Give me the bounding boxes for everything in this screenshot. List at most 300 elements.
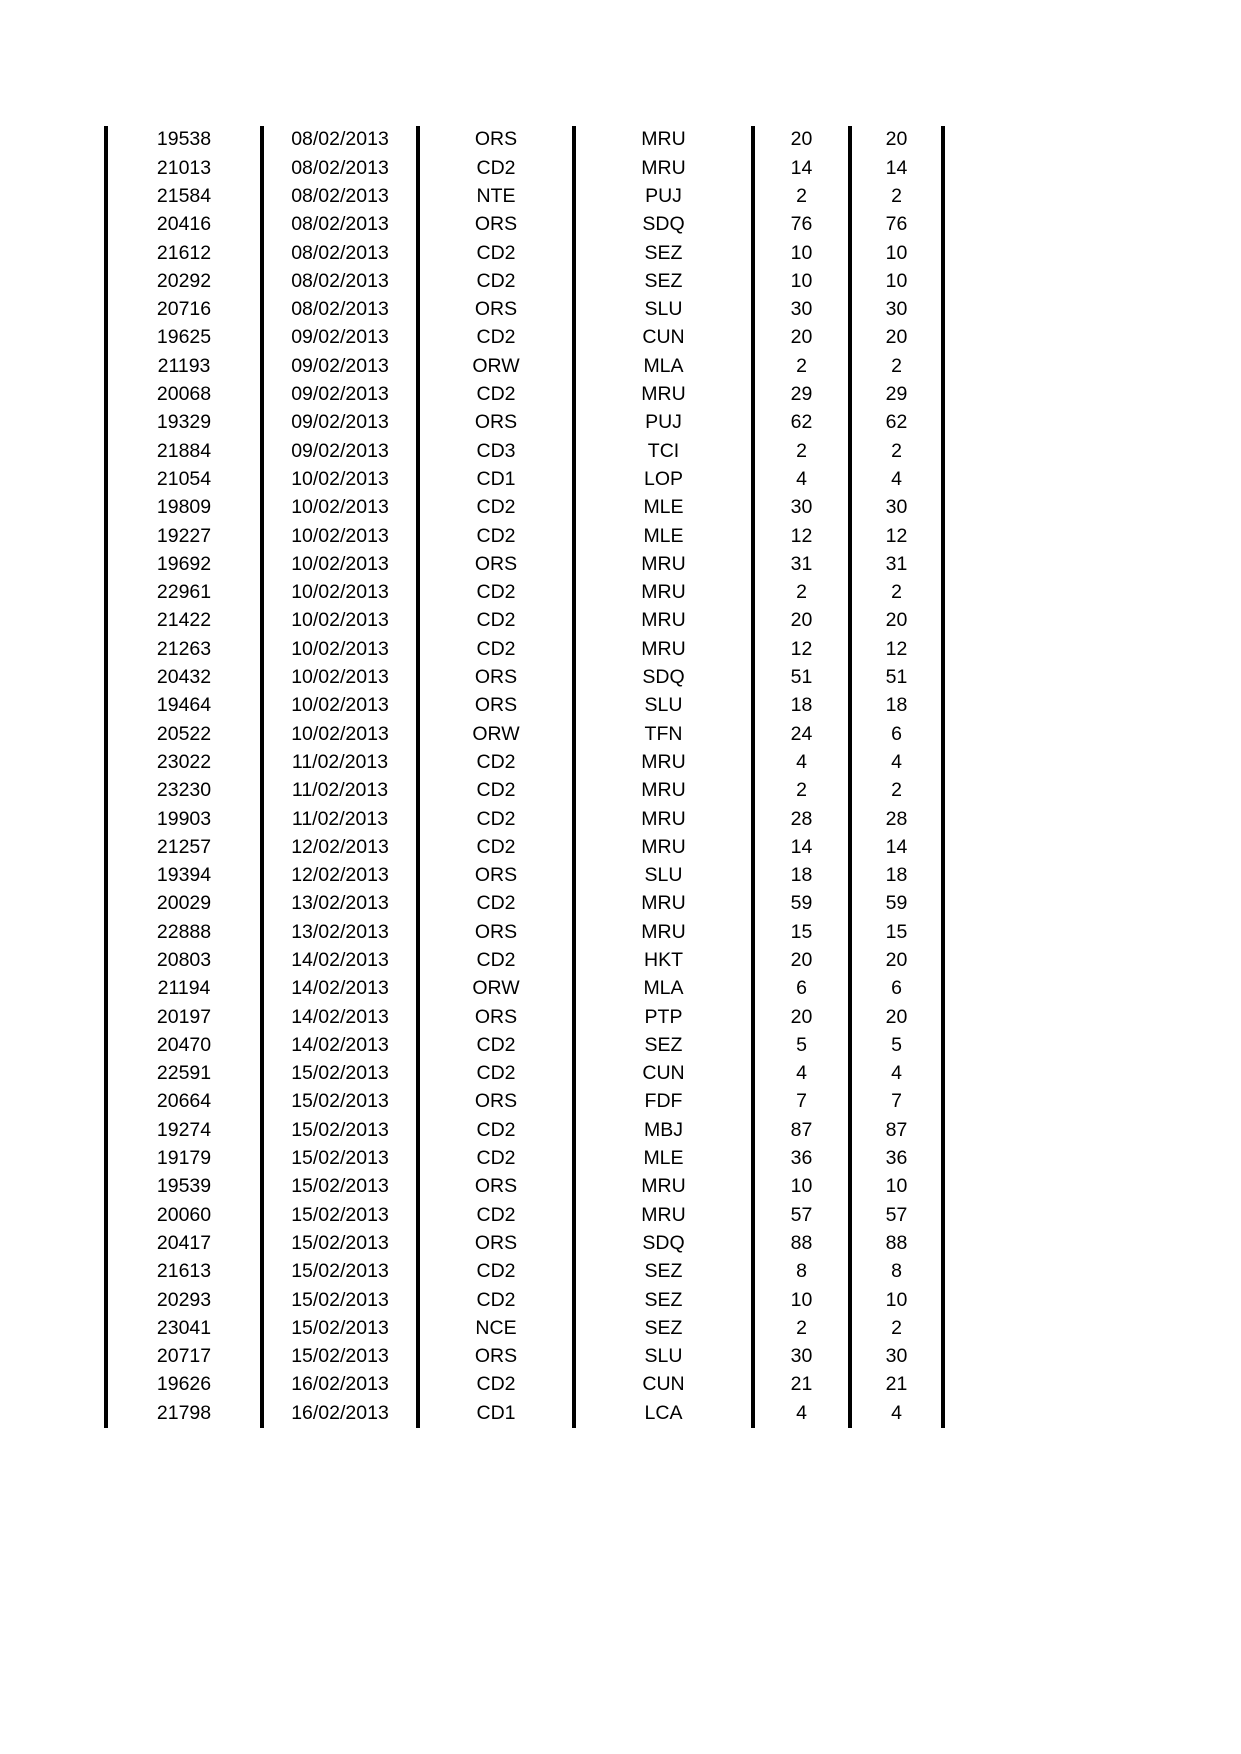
cell-date: 15/02/2013 <box>262 1343 418 1371</box>
cell-date: 09/02/2013 <box>262 381 418 409</box>
table-row <box>106 466 943 494</box>
cell-destination-code: MRU <box>574 579 753 607</box>
cell-destination-code: SLU <box>574 692 753 720</box>
cell-destination-code: MRU <box>574 805 753 833</box>
cell-destination-code: MRU <box>574 154 753 182</box>
table-row <box>106 183 943 211</box>
table-row <box>106 1314 943 1342</box>
cell-date: 15/02/2013 <box>262 1258 418 1286</box>
table-row <box>106 1343 943 1371</box>
cell-quantity-b: 88 <box>850 1230 943 1258</box>
cell-record-number: 20416 <box>106 211 262 239</box>
cell-date: 09/02/2013 <box>262 324 418 352</box>
cell-quantity-a: 20 <box>753 607 850 635</box>
cell-record-number: 19539 <box>106 1173 262 1201</box>
cell-service-code: ORS <box>418 1343 574 1371</box>
cell-date: 12/02/2013 <box>262 862 418 890</box>
cell-record-number: 23041 <box>106 1314 262 1342</box>
data-table-container <box>104 126 921 1428</box>
cell-record-number: 21884 <box>106 437 262 465</box>
table-row <box>106 550 943 578</box>
cell-quantity-b: 2 <box>850 777 943 805</box>
cell-date: 15/02/2013 <box>262 1286 418 1314</box>
cell-quantity-b: 5 <box>850 1032 943 1060</box>
cell-date: 08/02/2013 <box>262 183 418 211</box>
cell-date: 10/02/2013 <box>262 635 418 663</box>
cell-service-code: CD2 <box>418 607 574 635</box>
records-table <box>104 126 945 1428</box>
cell-date: 13/02/2013 <box>262 890 418 918</box>
cell-quantity-b: 20 <box>850 607 943 635</box>
cell-record-number: 21257 <box>106 833 262 861</box>
cell-record-number: 21263 <box>106 635 262 663</box>
cell-destination-code: TFN <box>574 720 753 748</box>
cell-destination-code: SDQ <box>574 1230 753 1258</box>
cell-quantity-a: 62 <box>753 409 850 437</box>
cell-service-code: ORS <box>418 550 574 578</box>
cell-date: 09/02/2013 <box>262 409 418 437</box>
cell-quantity-a: 4 <box>753 1060 850 1088</box>
cell-date: 14/02/2013 <box>262 1032 418 1060</box>
cell-quantity-b: 21 <box>850 1371 943 1399</box>
table-row <box>106 437 943 465</box>
cell-quantity-a: 87 <box>753 1116 850 1144</box>
cell-destination-code: SEZ <box>574 1314 753 1342</box>
cell-quantity-b: 30 <box>850 494 943 522</box>
table-body <box>106 126 943 1428</box>
cell-service-code: ORS <box>418 1003 574 1031</box>
cell-date: 08/02/2013 <box>262 267 418 295</box>
cell-date: 10/02/2013 <box>262 522 418 550</box>
cell-quantity-a: 2 <box>753 579 850 607</box>
cell-quantity-b: 4 <box>850 749 943 777</box>
cell-service-code: NTE <box>418 183 574 211</box>
table-row <box>106 1201 943 1229</box>
cell-service-code: CD2 <box>418 239 574 267</box>
cell-quantity-a: 57 <box>753 1201 850 1229</box>
cell-quantity-a: 20 <box>753 126 850 154</box>
cell-quantity-b: 2 <box>850 437 943 465</box>
cell-service-code: CD1 <box>418 466 574 494</box>
table-row <box>106 607 943 635</box>
table-row <box>106 1032 943 1060</box>
cell-quantity-b: 2 <box>850 352 943 380</box>
cell-destination-code: MLE <box>574 494 753 522</box>
cell-destination-code: MLE <box>574 522 753 550</box>
cell-record-number: 20417 <box>106 1230 262 1258</box>
cell-record-number: 19179 <box>106 1145 262 1173</box>
cell-service-code: ORS <box>418 1230 574 1258</box>
cell-date: 14/02/2013 <box>262 975 418 1003</box>
cell-record-number: 20060 <box>106 1201 262 1229</box>
cell-date: 08/02/2013 <box>262 154 418 182</box>
cell-record-number: 20068 <box>106 381 262 409</box>
cell-quantity-a: 4 <box>753 1399 850 1427</box>
cell-record-number: 20197 <box>106 1003 262 1031</box>
cell-destination-code: SEZ <box>574 1258 753 1286</box>
cell-quantity-b: 20 <box>850 947 943 975</box>
cell-service-code: CD2 <box>418 805 574 833</box>
cell-quantity-b: 6 <box>850 975 943 1003</box>
cell-service-code: ORS <box>418 1088 574 1116</box>
table-row <box>106 1088 943 1116</box>
cell-destination-code: MRU <box>574 833 753 861</box>
cell-record-number: 21013 <box>106 154 262 182</box>
cell-destination-code: MRU <box>574 777 753 805</box>
cell-record-number: 21194 <box>106 975 262 1003</box>
cell-service-code: CD2 <box>418 947 574 975</box>
cell-date: 11/02/2013 <box>262 749 418 777</box>
cell-service-code: CD2 <box>418 494 574 522</box>
cell-quantity-b: 30 <box>850 1343 943 1371</box>
cell-destination-code: MRU <box>574 1173 753 1201</box>
cell-service-code: CD2 <box>418 1060 574 1088</box>
cell-date: 16/02/2013 <box>262 1399 418 1427</box>
cell-record-number: 23230 <box>106 777 262 805</box>
cell-destination-code: SEZ <box>574 1286 753 1314</box>
cell-quantity-b: 12 <box>850 635 943 663</box>
cell-quantity-b: 20 <box>850 1003 943 1031</box>
table-row <box>106 833 943 861</box>
cell-quantity-a: 2 <box>753 437 850 465</box>
table-row <box>106 1258 943 1286</box>
cell-quantity-a: 4 <box>753 749 850 777</box>
table-row <box>106 494 943 522</box>
cell-record-number: 22888 <box>106 918 262 946</box>
cell-date: 16/02/2013 <box>262 1371 418 1399</box>
table-row <box>106 1230 943 1258</box>
cell-quantity-b: 36 <box>850 1145 943 1173</box>
cell-service-code: ORS <box>418 664 574 692</box>
table-row <box>106 777 943 805</box>
cell-service-code: CD1 <box>418 1399 574 1427</box>
table-row <box>106 126 943 154</box>
table-row <box>106 239 943 267</box>
cell-service-code: CD2 <box>418 381 574 409</box>
cell-destination-code: MRU <box>574 126 753 154</box>
table-row <box>106 1145 943 1173</box>
cell-date: 10/02/2013 <box>262 664 418 692</box>
cell-quantity-b: 4 <box>850 466 943 494</box>
cell-record-number: 20293 <box>106 1286 262 1314</box>
cell-quantity-a: 12 <box>753 522 850 550</box>
cell-record-number: 20522 <box>106 720 262 748</box>
cell-destination-code: MRU <box>574 918 753 946</box>
cell-record-number: 19464 <box>106 692 262 720</box>
cell-record-number: 20717 <box>106 1343 262 1371</box>
cell-quantity-a: 14 <box>753 833 850 861</box>
cell-record-number: 19329 <box>106 409 262 437</box>
cell-destination-code: SEZ <box>574 1032 753 1060</box>
table-row <box>106 1060 943 1088</box>
cell-quantity-a: 5 <box>753 1032 850 1060</box>
cell-quantity-a: 2 <box>753 183 850 211</box>
cell-quantity-b: 4 <box>850 1060 943 1088</box>
cell-quantity-a: 10 <box>753 239 850 267</box>
cell-quantity-a: 29 <box>753 381 850 409</box>
cell-quantity-b: 14 <box>850 833 943 861</box>
cell-service-code: CD2 <box>418 635 574 663</box>
table-row <box>106 975 943 1003</box>
cell-quantity-b: 2 <box>850 183 943 211</box>
cell-quantity-a: 10 <box>753 1173 850 1201</box>
cell-quantity-b: 14 <box>850 154 943 182</box>
cell-record-number: 20716 <box>106 296 262 324</box>
cell-quantity-b: 30 <box>850 296 943 324</box>
cell-quantity-b: 51 <box>850 664 943 692</box>
cell-service-code: CD2 <box>418 1286 574 1314</box>
cell-quantity-b: 10 <box>850 1173 943 1201</box>
cell-record-number: 21612 <box>106 239 262 267</box>
cell-quantity-a: 30 <box>753 494 850 522</box>
cell-service-code: CD2 <box>418 833 574 861</box>
table-row <box>106 352 943 380</box>
cell-date: 09/02/2013 <box>262 437 418 465</box>
cell-quantity-b: 57 <box>850 1201 943 1229</box>
cell-destination-code: MLE <box>574 1145 753 1173</box>
cell-date: 15/02/2013 <box>262 1060 418 1088</box>
cell-destination-code: SLU <box>574 862 753 890</box>
cell-date: 15/02/2013 <box>262 1145 418 1173</box>
cell-quantity-b: 31 <box>850 550 943 578</box>
cell-quantity-a: 10 <box>753 1286 850 1314</box>
cell-record-number: 19394 <box>106 862 262 890</box>
cell-quantity-b: 29 <box>850 381 943 409</box>
cell-service-code: CD2 <box>418 324 574 352</box>
cell-date: 15/02/2013 <box>262 1230 418 1258</box>
cell-date: 15/02/2013 <box>262 1088 418 1116</box>
cell-date: 11/02/2013 <box>262 777 418 805</box>
cell-quantity-b: 10 <box>850 239 943 267</box>
cell-service-code: CD2 <box>418 1116 574 1144</box>
cell-quantity-b: 18 <box>850 692 943 720</box>
cell-destination-code: MRU <box>574 381 753 409</box>
cell-quantity-b: 62 <box>850 409 943 437</box>
table-row <box>106 635 943 663</box>
cell-quantity-a: 2 <box>753 1314 850 1342</box>
cell-destination-code: SEZ <box>574 267 753 295</box>
cell-quantity-a: 20 <box>753 1003 850 1031</box>
cell-service-code: CD2 <box>418 777 574 805</box>
cell-service-code: NCE <box>418 1314 574 1342</box>
cell-destination-code: MLA <box>574 352 753 380</box>
table-row <box>106 805 943 833</box>
cell-date: 10/02/2013 <box>262 494 418 522</box>
cell-quantity-b: 10 <box>850 267 943 295</box>
cell-quantity-a: 59 <box>753 890 850 918</box>
cell-destination-code: MRU <box>574 749 753 777</box>
cell-date: 10/02/2013 <box>262 607 418 635</box>
cell-date: 14/02/2013 <box>262 1003 418 1031</box>
cell-quantity-a: 51 <box>753 664 850 692</box>
table-row <box>106 1173 943 1201</box>
cell-date: 15/02/2013 <box>262 1314 418 1342</box>
table-row <box>106 381 943 409</box>
cell-record-number: 20803 <box>106 947 262 975</box>
cell-record-number: 21584 <box>106 183 262 211</box>
cell-record-number: 22961 <box>106 579 262 607</box>
cell-quantity-a: 18 <box>753 862 850 890</box>
cell-date: 08/02/2013 <box>262 239 418 267</box>
cell-record-number: 20432 <box>106 664 262 692</box>
table-row <box>106 1371 943 1399</box>
cell-quantity-a: 20 <box>753 324 850 352</box>
table-row <box>106 522 943 550</box>
cell-record-number: 19625 <box>106 324 262 352</box>
cell-quantity-a: 7 <box>753 1088 850 1116</box>
table-row <box>106 1286 943 1314</box>
cell-destination-code: MRU <box>574 1201 753 1229</box>
cell-quantity-b: 2 <box>850 579 943 607</box>
cell-date: 15/02/2013 <box>262 1173 418 1201</box>
cell-quantity-a: 10 <box>753 267 850 295</box>
cell-service-code: CD2 <box>418 1201 574 1229</box>
table-row <box>106 211 943 239</box>
cell-quantity-a: 28 <box>753 805 850 833</box>
cell-quantity-b: 59 <box>850 890 943 918</box>
cell-service-code: ORS <box>418 409 574 437</box>
cell-destination-code: SDQ <box>574 211 753 239</box>
table-row <box>106 579 943 607</box>
cell-record-number: 19903 <box>106 805 262 833</box>
table-row <box>106 749 943 777</box>
cell-service-code: CD2 <box>418 1145 574 1173</box>
cell-service-code: CD2 <box>418 522 574 550</box>
cell-date: 13/02/2013 <box>262 918 418 946</box>
cell-date: 10/02/2013 <box>262 720 418 748</box>
cell-record-number: 19274 <box>106 1116 262 1144</box>
cell-service-code: CD2 <box>418 154 574 182</box>
cell-record-number: 23022 <box>106 749 262 777</box>
cell-quantity-b: 8 <box>850 1258 943 1286</box>
cell-record-number: 19692 <box>106 550 262 578</box>
cell-destination-code: HKT <box>574 947 753 975</box>
cell-quantity-b: 4 <box>850 1399 943 1427</box>
cell-quantity-b: 28 <box>850 805 943 833</box>
cell-quantity-a: 88 <box>753 1230 850 1258</box>
cell-service-code: ORS <box>418 296 574 324</box>
cell-quantity-a: 2 <box>753 352 850 380</box>
cell-destination-code: MRU <box>574 550 753 578</box>
table-row <box>106 1399 943 1427</box>
cell-service-code: ORS <box>418 862 574 890</box>
table-row <box>106 324 943 352</box>
table-row <box>106 409 943 437</box>
cell-destination-code: CUN <box>574 1371 753 1399</box>
cell-quantity-a: 31 <box>753 550 850 578</box>
table-row <box>106 890 943 918</box>
cell-record-number: 19227 <box>106 522 262 550</box>
table-row <box>106 1116 943 1144</box>
cell-quantity-a: 21 <box>753 1371 850 1399</box>
cell-record-number: 19626 <box>106 1371 262 1399</box>
cell-service-code: ORS <box>418 1173 574 1201</box>
table-row <box>106 947 943 975</box>
cell-service-code: CD2 <box>418 1032 574 1060</box>
table-row <box>106 692 943 720</box>
cell-date: 14/02/2013 <box>262 947 418 975</box>
cell-service-code: CD2 <box>418 1371 574 1399</box>
table-row <box>106 296 943 324</box>
cell-service-code: ORW <box>418 975 574 1003</box>
cell-date: 15/02/2013 <box>262 1116 418 1144</box>
cell-destination-code: CUN <box>574 1060 753 1088</box>
cell-destination-code: MBJ <box>574 1116 753 1144</box>
table-row <box>106 267 943 295</box>
cell-date: 08/02/2013 <box>262 211 418 239</box>
cell-service-code: CD2 <box>418 749 574 777</box>
cell-quantity-a: 12 <box>753 635 850 663</box>
cell-record-number: 19809 <box>106 494 262 522</box>
cell-service-code: CD2 <box>418 1258 574 1286</box>
cell-service-code: CD2 <box>418 579 574 607</box>
cell-destination-code: SLU <box>574 296 753 324</box>
cell-quantity-a: 2 <box>753 777 850 805</box>
cell-service-code: ORS <box>418 211 574 239</box>
cell-quantity-a: 8 <box>753 1258 850 1286</box>
cell-date: 15/02/2013 <box>262 1201 418 1229</box>
table-row <box>106 918 943 946</box>
cell-record-number: 21613 <box>106 1258 262 1286</box>
cell-destination-code: TCI <box>574 437 753 465</box>
cell-quantity-b: 7 <box>850 1088 943 1116</box>
cell-destination-code: LOP <box>574 466 753 494</box>
cell-record-number: 20292 <box>106 267 262 295</box>
cell-quantity-b: 2 <box>850 1314 943 1342</box>
cell-destination-code: MRU <box>574 607 753 635</box>
cell-destination-code: FDF <box>574 1088 753 1116</box>
cell-destination-code: PTP <box>574 1003 753 1031</box>
cell-quantity-a: 36 <box>753 1145 850 1173</box>
cell-record-number: 21798 <box>106 1399 262 1427</box>
cell-service-code: ORW <box>418 720 574 748</box>
cell-quantity-a: 76 <box>753 211 850 239</box>
cell-quantity-b: 15 <box>850 918 943 946</box>
cell-quantity-a: 6 <box>753 975 850 1003</box>
cell-date: 12/02/2013 <box>262 833 418 861</box>
cell-service-code: ORS <box>418 918 574 946</box>
cell-quantity-a: 18 <box>753 692 850 720</box>
cell-destination-code: LCA <box>574 1399 753 1427</box>
cell-quantity-b: 20 <box>850 324 943 352</box>
cell-service-code: ORS <box>418 692 574 720</box>
cell-service-code: CD3 <box>418 437 574 465</box>
cell-quantity-b: 10 <box>850 1286 943 1314</box>
cell-record-number: 21054 <box>106 466 262 494</box>
table-row <box>106 720 943 748</box>
cell-quantity-a: 30 <box>753 1343 850 1371</box>
cell-date: 10/02/2013 <box>262 466 418 494</box>
cell-record-number: 22591 <box>106 1060 262 1088</box>
cell-quantity-b: 87 <box>850 1116 943 1144</box>
cell-destination-code: PUJ <box>574 409 753 437</box>
cell-quantity-a: 24 <box>753 720 850 748</box>
cell-destination-code: CUN <box>574 324 753 352</box>
cell-date: 10/02/2013 <box>262 550 418 578</box>
cell-destination-code: MRU <box>574 635 753 663</box>
cell-quantity-b: 76 <box>850 211 943 239</box>
table-row <box>106 664 943 692</box>
cell-date: 08/02/2013 <box>262 296 418 324</box>
cell-service-code: ORW <box>418 352 574 380</box>
cell-record-number: 20029 <box>106 890 262 918</box>
cell-destination-code: PUJ <box>574 183 753 211</box>
cell-date: 10/02/2013 <box>262 692 418 720</box>
cell-quantity-a: 15 <box>753 918 850 946</box>
cell-date: 10/02/2013 <box>262 579 418 607</box>
cell-record-number: 21193 <box>106 352 262 380</box>
cell-destination-code: MLA <box>574 975 753 1003</box>
